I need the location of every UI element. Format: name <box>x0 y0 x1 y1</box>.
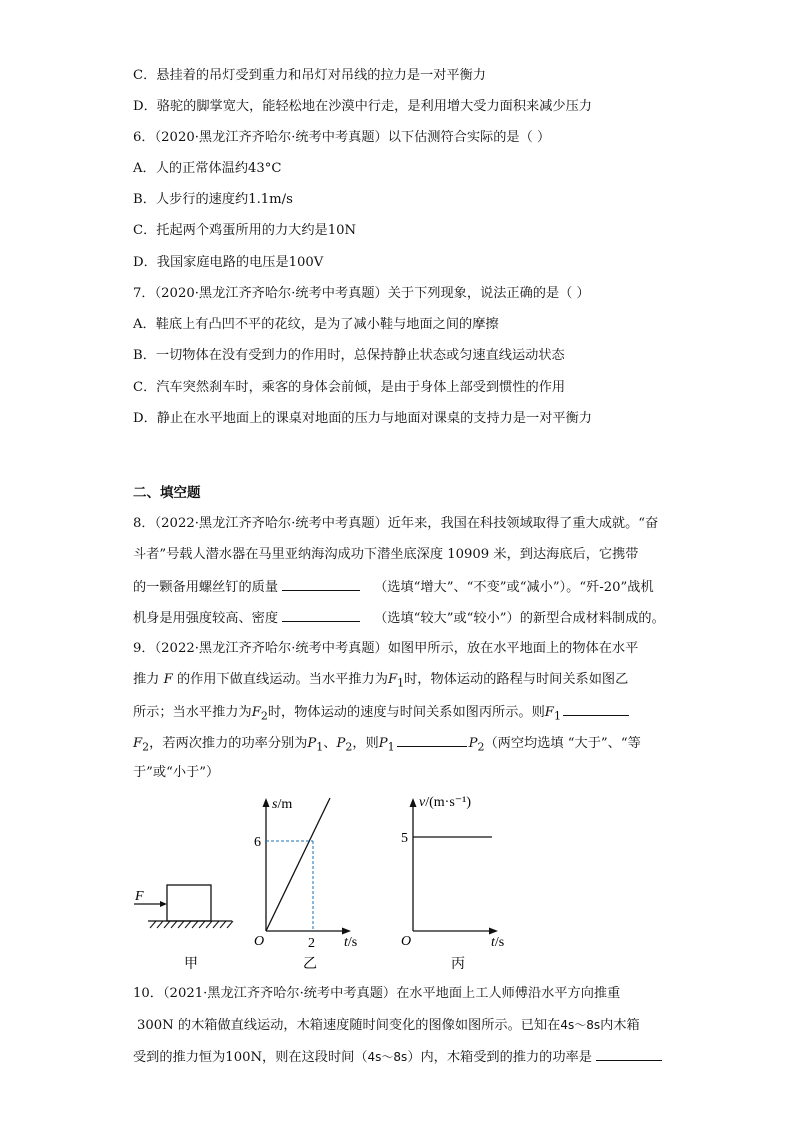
q10-text: 300N 的木箱做直线运动，木箱速度随时间变化的图像如图所示。已知在 <box>137 1018 561 1033</box>
q10-text: ）内，木箱受到的推力的功率是 <box>407 1050 592 1065</box>
ground-hatch <box>150 921 233 928</box>
question-9-line-4 <box>133 733 641 757</box>
q9-symbol: F <box>133 736 143 751</box>
q8-text: （选填“增大”、“不变”或“减小”）。“歼-20”战机 <box>374 580 654 595</box>
caption-bing: 丙 <box>451 957 465 972</box>
q9-symbol: F <box>251 705 261 720</box>
physics-figure <box>120 785 520 975</box>
question-7: 7．（2020·黑龙江齐齐哈尔·统考中考真题）关于下列现象，说法正确的是（ ） <box>133 286 590 301</box>
q7-option-c: C．汽车突然刹车时，乘客的身体会前倾，是由于身体上部受到惯性的作用 <box>133 380 566 395</box>
q10-blank[interactable] <box>596 1047 662 1061</box>
graph-bing <box>401 795 504 972</box>
q6-option-b: B．人步行的速度约1.1m/s <box>133 192 293 207</box>
q10-range: 4s～8s <box>367 1050 408 1064</box>
question-8-line-4 <box>133 608 665 628</box>
q9-subscript: 1 <box>397 676 405 690</box>
question-6: 6．（2020·黑龙江齐齐哈尔·统考中考真题）以下估测符合实际的是（ ） <box>133 130 551 145</box>
q8-blank-2[interactable] <box>282 608 360 622</box>
q9-subscript: 2 <box>345 740 353 754</box>
question-10-line-2 <box>137 1016 640 1035</box>
q9-blank-1[interactable] <box>563 702 629 716</box>
force-label: F <box>135 889 144 904</box>
section-heading: 二、填空题 <box>133 485 201 501</box>
q8-blank-1[interactable] <box>282 577 360 591</box>
q6-option-c: C．托起两个鸡蛋所用的力大约是10N <box>133 223 357 238</box>
question-9-line-5: 于”或“小于”） <box>133 765 220 780</box>
question-10-line-1: 10．（2021·黑龙江齐齐哈尔·统考中考真题）在水平地面上工人师傅沿水平方向推重 <box>133 986 621 1001</box>
force-arrow-head <box>160 901 167 907</box>
q9-subscript: 2 <box>477 740 485 754</box>
q9-text: （两空均选填 “大于”、“等 <box>484 736 641 751</box>
q10-range: 4s～8s <box>560 1018 601 1032</box>
q9-subscript: 1 <box>316 740 324 754</box>
q7-option-a: A．鞋底上有凸凹不平的花纹，是为了减小鞋与地面之间的摩擦 <box>133 317 499 332</box>
q9-text: 推力 <box>133 672 160 687</box>
question-10-line-3 <box>133 1047 662 1067</box>
question-8-line-3 <box>133 577 654 597</box>
data-line <box>266 798 330 931</box>
x-axis-arrow <box>489 928 498 935</box>
q9-text: 、 <box>323 736 337 751</box>
q9-symbol: F <box>387 672 398 687</box>
q9-symbol: P <box>468 736 478 751</box>
q9-text: ，若两次推力的功率分别为 <box>149 736 308 751</box>
q9-text: ，则 <box>352 736 379 751</box>
q9-blank-2[interactable] <box>397 733 467 747</box>
caption-yi: 乙 <box>303 957 317 972</box>
y-tick-label: 6 <box>254 835 261 850</box>
y-label: s/m <box>272 797 293 812</box>
origin-label: O <box>254 934 265 949</box>
q9-text: 时，物体运动的路程与时间关系如图乙 <box>404 672 629 687</box>
q9-subscript: 2 <box>142 740 150 754</box>
question-d-line: D．骆驼的脚掌宽大，能轻松地在沙漠中行走，是利用增大受力面积来减少压力 <box>133 99 592 114</box>
y-tick-label: 5 <box>401 831 408 846</box>
question-8-line-2: 斗者”号载人潜水器在马里亚纳海沟成功下潜坐底深度 10909 米，到达海底后，它携带 <box>133 547 639 562</box>
figure-jia <box>134 885 233 972</box>
q7-option-d: D．静止在水平地面上的课桌对地面的压力与地面对课桌的支持力是一对平衡力 <box>133 411 592 426</box>
graph-yi <box>254 797 357 972</box>
q10-text: 内木箱 <box>600 1018 640 1033</box>
y-label: v/(m·s⁻¹) <box>419 795 472 810</box>
q9-symbol: F <box>163 672 173 687</box>
q8-text: 的一颗备用螺丝钉的质量 <box>133 580 279 595</box>
q9-symbol: P <box>307 736 317 751</box>
q9-symbol: F <box>544 705 554 720</box>
q9-text: 时，物体运动的速度与时间关系如图丙所示。则 <box>267 705 545 720</box>
q9-text: 所示；当水平推力为 <box>133 705 252 720</box>
q9-subscript: 1 <box>553 709 561 723</box>
question-c-line: C．悬挂着的吊灯受到重力和吊灯对吊线的拉力是一对平衡力 <box>133 68 486 83</box>
q9-text: 的作用下做直线运动。当水平推力为 <box>176 672 388 687</box>
question-8-line-1: 8．（2022·黑龙江齐齐哈尔·统考中考真题）近年来，我国在科技领域取得了重大成就。“奋 <box>133 516 659 531</box>
block <box>167 885 211 921</box>
question-9-line-1: 9．（2022·黑龙江齐齐哈尔·统考中考真题）如图甲所示，放在水平地面上的物体在水平 <box>133 641 639 656</box>
origin-label: O <box>401 934 412 949</box>
q6-option-a: A．人的正常体温约43°C <box>133 161 282 176</box>
q9-subscript: 2 <box>260 709 268 723</box>
y-axis-arrow <box>410 798 417 807</box>
q10-text: 受到的推力恒为100N，则在这段时间（ <box>133 1050 368 1065</box>
y-axis-arrow <box>263 798 270 807</box>
q9-symbol: P <box>378 736 388 751</box>
q8-text: （选填“较大”或“较小”）的新型合成材料制成的。 <box>374 611 665 626</box>
x-label: t/s <box>344 935 358 950</box>
q8-text: 机身是用强度较高、密度 <box>133 611 279 626</box>
x-label: t/s <box>491 935 505 950</box>
question-9-line-2 <box>133 671 628 693</box>
q6-option-d: D．我国家庭电路的电压是100V <box>133 255 324 270</box>
x-tick-label: 2 <box>308 936 315 951</box>
caption-jia: 甲 <box>184 957 198 972</box>
q9-symbol: P <box>336 736 346 751</box>
x-axis-arrow <box>342 928 351 935</box>
question-9-line-3 <box>133 702 629 726</box>
q7-option-b: B．一切物体在没有受到力的作用时，总保持静止状态或匀速直线运动状态 <box>133 348 565 363</box>
q9-subscript: 1 <box>387 740 395 754</box>
